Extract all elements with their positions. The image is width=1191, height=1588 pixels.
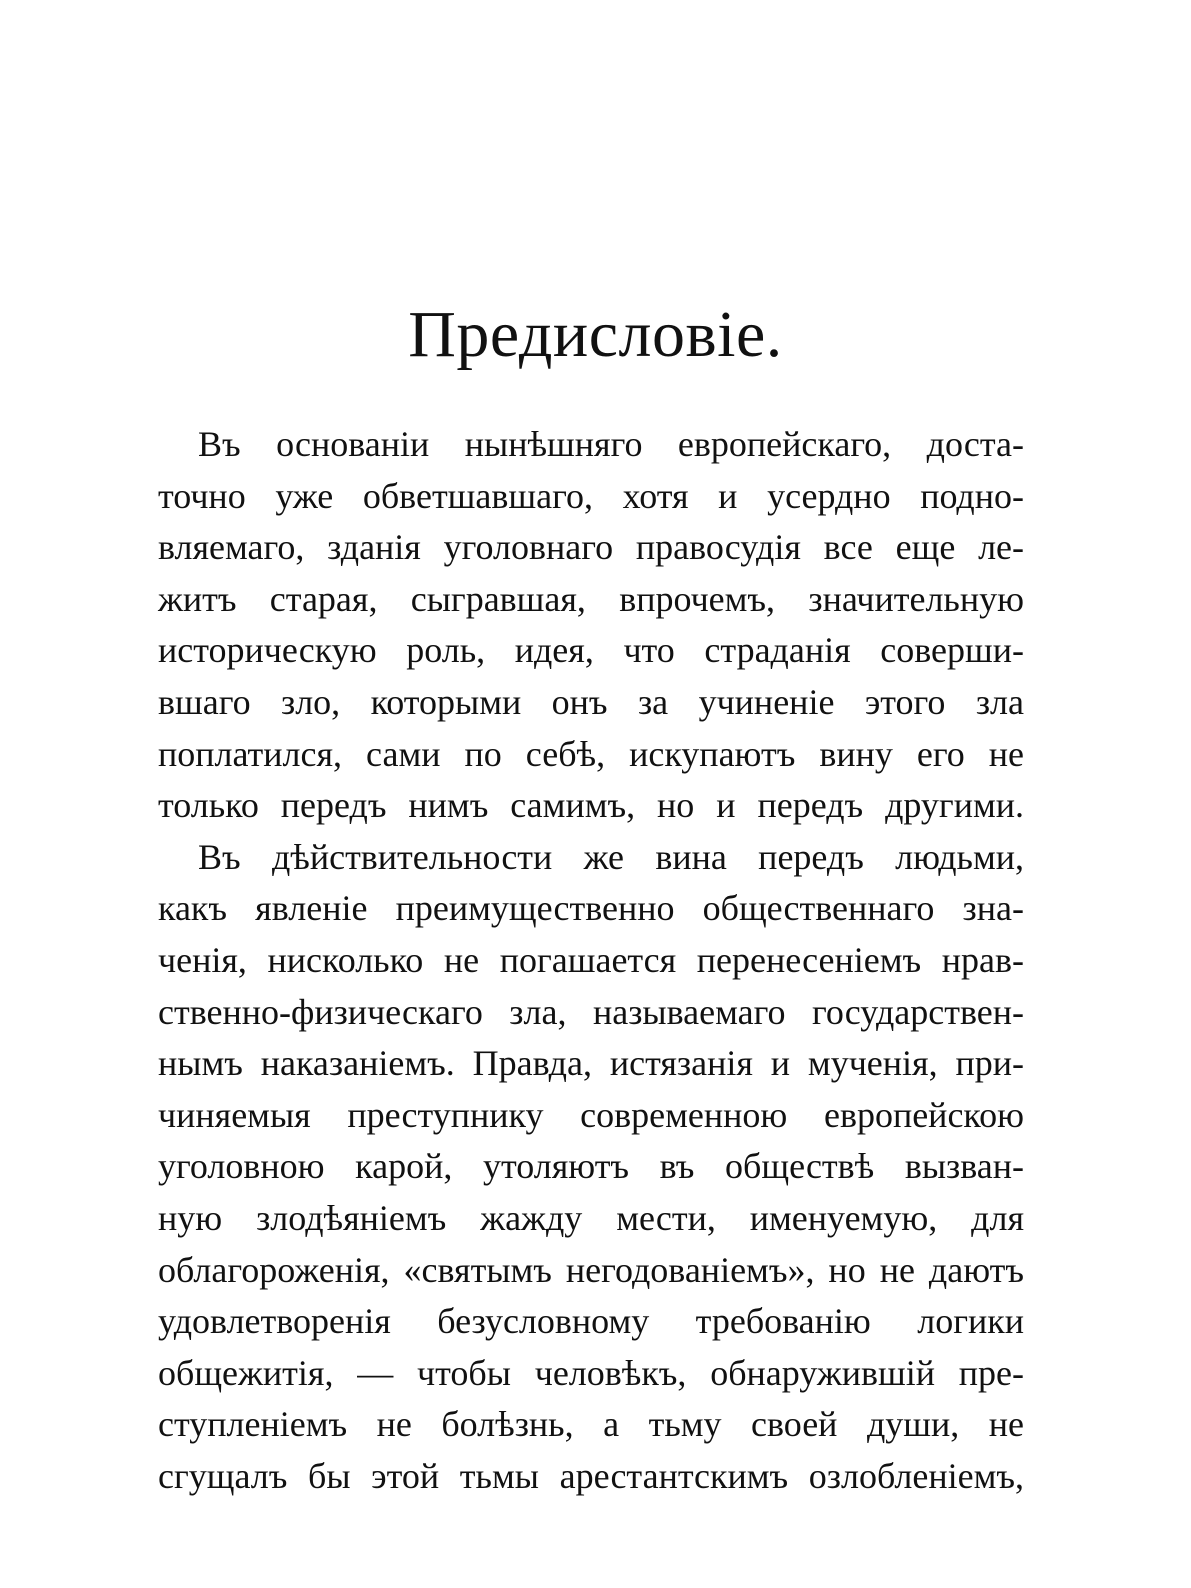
text-line: ственно-физическаго зла, называемаго государствен-	[158, 991, 1024, 1032]
text-line: точно уже обветшавшаго, хотя и усердно подно-	[158, 475, 1024, 516]
text-line: житъ старая, сыгравшая, впрочемъ, значительную	[158, 578, 1024, 619]
text-line: удовлетворенія безусловному требованію логики	[158, 1301, 1024, 1342]
page-title: Предисловіе.	[408, 298, 783, 371]
text-line: Въ основаніи нынѣшняго европейскаго, доста-	[198, 424, 1024, 464]
text-line: общежитія, — чтобы человѣкъ, обнаружившій пре-	[158, 1352, 1024, 1393]
body-text	[158, 419, 1024, 1502]
paragraph-2	[158, 832, 1024, 1503]
text-line: ную злодѣяніемъ жажду мести, именуемую, для	[158, 1197, 1024, 1238]
text-line: сгущалъ бы этой тьмы арестантскимъ озлобленіемъ,	[158, 1455, 1024, 1496]
text-line: ступленіемъ не болѣзнь, а тьму своей души, не	[158, 1404, 1024, 1445]
paragraph-1	[158, 419, 1024, 832]
text-line: какъ явленіе преимущественно общественнаго зна-	[158, 888, 1024, 929]
text-line: вшаго зло, которыми онъ за учиненіе этого зла	[158, 681, 1024, 722]
text-line: поплатился, сами по себѣ, искупаютъ вину его не	[158, 733, 1024, 774]
text-line: вляемаго, зданія уголовнаго правосудія все еще ле-	[158, 527, 1024, 568]
text-line: Въ дѣйствительности же вина передъ людьми,	[198, 836, 1024, 877]
text-line: уголовною карой, утоляютъ въ обществѣ вызван-	[158, 1146, 1024, 1187]
text-line: только передъ нимъ самимъ, но и передъ другими.	[158, 785, 1024, 826]
text-line: историческую роль, идея, что страданія соверши-	[158, 630, 1024, 671]
text-line: облагороженія, «святымъ негодованіемъ», но не даютъ	[158, 1249, 1024, 1290]
text-line: чиняемыя преступнику современною европейскою	[158, 1094, 1024, 1135]
text-line: нымъ наказаніемъ. Правда, истязанія и мученія, при-	[158, 1043, 1024, 1084]
text-line: ченія, нисколько не погашается перенесеніемъ нрав-	[158, 939, 1024, 980]
